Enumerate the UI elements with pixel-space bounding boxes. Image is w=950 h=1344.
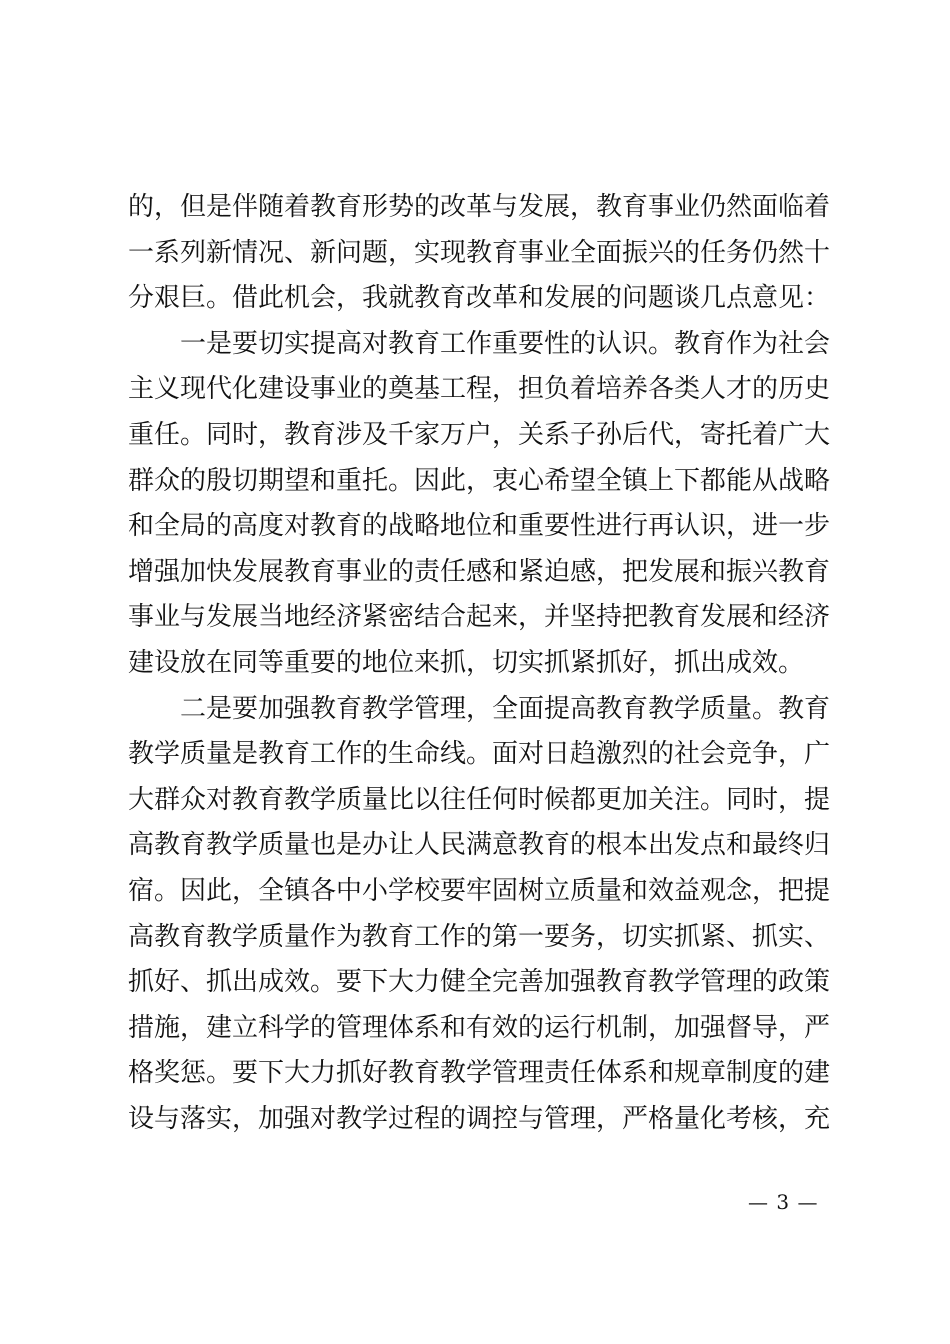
text-line: 群众的殷切期望和重托。因此，衷心希望全镇上下都能从战略 xyxy=(128,465,830,496)
body-text xyxy=(128,185,830,1142)
text-line: 事业与发展当地经济紧密结合起来，并坚持把教育发展和经济 xyxy=(128,602,830,633)
text-line: 分艰巨。借此机会，我就教育改革和发展的问题谈几点意见： xyxy=(128,283,830,314)
text-line: 大群众对教育教学质量比以往任何时候都更加关注。同时，提 xyxy=(128,784,830,815)
page-number: — 3 — xyxy=(748,1190,819,1214)
text-line: 二是要加强教育教学管理，全面提高教育教学质量。教育 xyxy=(180,693,830,724)
text-line: 宿。因此，全镇各中小学校要牢固树立质量和效益观念，把提 xyxy=(128,875,830,906)
text-line: 一是要切实提高对教育工作重要性的认识。教育作为社会 xyxy=(180,328,830,359)
text-line: 高教育教学质量也是办让人民满意教育的根本出发点和最终归 xyxy=(128,830,830,861)
text-line: 重任。同时，教育涉及千家万户，关系子孙后代，寄托着广大 xyxy=(128,419,830,450)
text-line: 主义现代化建设事业的奠基工程，担负着培养各类人才的历史 xyxy=(128,374,830,405)
text-line: 一系列新情况、新问题，实现教育事业全面振兴的任务仍然十 xyxy=(128,237,830,268)
text-line: 高教育教学质量作为教育工作的第一要务，切实抓紧、抓实、 xyxy=(128,921,830,952)
text-line: 措施，建立科学的管理体系和有效的运行机制，加强督导，严 xyxy=(128,1012,830,1043)
text-line: 设与落实，加强对教学过程的调控与管理，严格量化考核，充 xyxy=(128,1103,830,1134)
text-line: 抓好、抓出成效。要下大力健全完善加强教育教学管理的政策 xyxy=(128,967,830,998)
text-line: 格奖惩。要下大力抓好教育教学管理责任体系和规章制度的建 xyxy=(128,1058,830,1089)
text-line: 的，但是伴随着教育形势的改革与发展，教育事业仍然面临着 xyxy=(128,192,830,222)
text-line: 和全局的高度对教育的战略地位和重要性进行再认识，进一步 xyxy=(128,511,830,542)
text-line: 教学质量是教育工作的生命线。面对日趋激烈的社会竞争，广 xyxy=(128,739,830,770)
text-line: 建设放在同等重要的地位来抓，切实抓紧抓好，抓出成效。 xyxy=(128,647,805,678)
text-line: 增强加快发展教育事业的责任感和紧迫感，把发展和振兴教育 xyxy=(128,556,830,587)
